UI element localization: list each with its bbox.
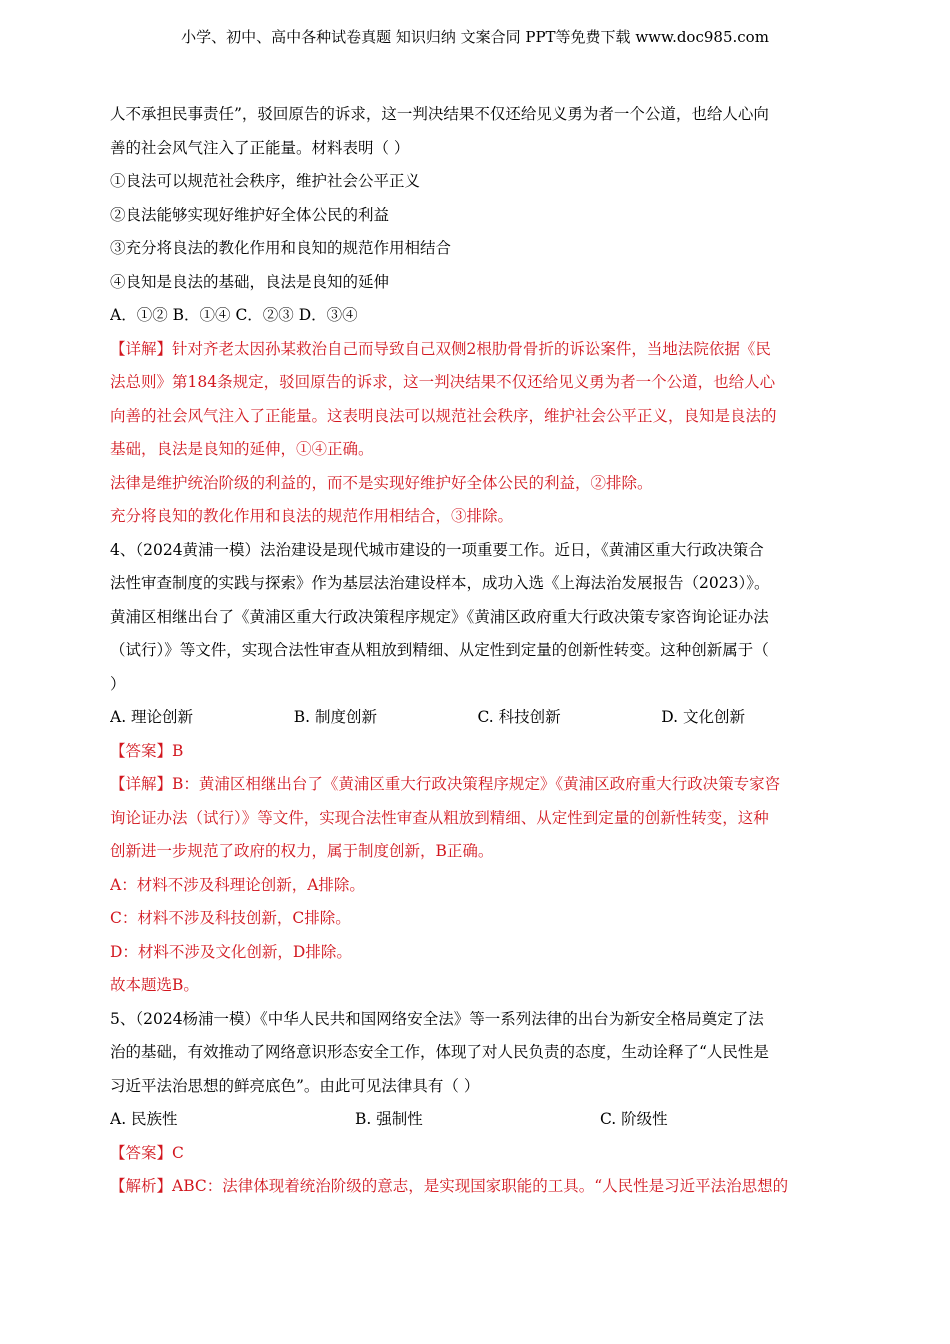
q3-options: A．①② B．①④ C．②③ D．③④	[110, 306, 358, 324]
q4-option-a: A. 理论创新	[110, 708, 194, 726]
q3-item: ②良法能够实现好维护好全体公民的利益	[110, 205, 390, 224]
q5-stem-line: 5、（2024杨浦一模）《中华人民共和国网络安全法》等一系列法律的出台为新安全格局奠定了法	[110, 1009, 764, 1028]
q4-analysis-line: 创新进一步规范了政府的权力，属于制度创新，B正确。	[110, 842, 494, 860]
q5-analysis-line: 【解析】ABC：法律体现着统治阶级的意志，是实现国家职能的工具。“人民性是习近平法治思想的	[110, 1177, 789, 1195]
q3-item: ④良知是良法的基础，良法是良知的延伸	[110, 272, 390, 291]
q5-options	[110, 1103, 845, 1137]
q4-stem-line: 4、（2024黄浦一模）法治建设是现代城市建设的一项重要工作。近日，《黄浦区重大行政决策合	[110, 540, 764, 559]
q3-analysis-line: 向善的社会风气注入了正能量。这表明良法可以规范社会秩序，维护社会公平正义，良知是良法的	[110, 406, 777, 425]
q3-analysis-line: 充分将良知的教化作用和良法的规范作用相结合，③排除。	[110, 507, 514, 525]
document-body	[110, 98, 845, 1204]
q4-option-c: C. 科技创新	[477, 708, 561, 726]
q3-analysis-line: 法律是维护统治阶级的利益的，而不是实现好维护好全体公民的利益，②排除。	[110, 473, 653, 492]
q4-analysis-line: 【详解】B：黄浦区相继出台了《黄浦区重大行政决策程序规定》《黄浦区政府重大行政决策专家咨	[110, 775, 781, 793]
q5-stem-line: 习近平法治思想的鲜亮底色”。由此可见法律具有（ ）	[110, 1076, 480, 1095]
page-header: 小学、初中、高中各种试卷真题 知识归纳 文案合同 PPT等免费下载 www.doc985.com	[181, 28, 769, 46]
q4-stem-line: （试行）》等文件，实现合法性审查从粗放到精细、从定性到定量的创新性转变。这种创新属于（	[110, 641, 769, 659]
q5-answer: 【答案】C	[110, 1143, 184, 1162]
q4-stem-line: ）	[110, 674, 126, 693]
q3-item: ①良法可以规范社会秩序，维护社会公平正义	[110, 172, 421, 190]
q4-option-d: D. 文化创新	[661, 708, 745, 726]
q4-answer: 【答案】B	[110, 741, 184, 760]
q3-stem-line: 人不承担民事责任”，驳回原告的诉求，这一判决结果不仅还给见义勇为者一个公道，也给人心向	[110, 105, 769, 123]
q4-analysis-tag: 【详解】	[110, 775, 173, 793]
q4-analysis-line: 询论证办法（试行）》等文件，实现合法性审查从粗放到精细、从定性到定量的创新性转变，这种	[110, 808, 769, 827]
q4-analysis-line: 故本题选B。	[110, 976, 199, 994]
q4-analysis-line: D：材料不涉及文化创新，D排除。	[110, 942, 352, 961]
q4-options	[110, 701, 845, 735]
q5-option-a: A. 民族性	[110, 1110, 178, 1128]
q5-stem-line: 治的基础，有效推动了网络意识形态安全工作，体现了对人民负责的态度，生动诠释了“人民性是	[110, 1043, 769, 1061]
q3-item: ③充分将良法的教化作用和良知的规范作用相结合	[110, 239, 452, 257]
q3-analysis-line: 法总则》第184条规定，驳回原告的诉求，这一判决结果不仅还给见义勇为者一个公道，也给人心	[110, 373, 776, 391]
q4-stem-line: 黄浦区相继出台了《黄浦区重大行政决策程序规定》《黄浦区政府重大行政决策专家咨询论证办法	[110, 607, 769, 626]
q3-analysis-line: 基础，良法是良知的延伸，①④正确。	[110, 440, 374, 458]
q4-analysis-line: C：材料不涉及科技创新，C排除。	[110, 909, 351, 927]
q5-analysis-tag: 【解析】	[110, 1177, 173, 1195]
q4-analysis-line: A：材料不涉及科理论创新，A排除。	[110, 875, 365, 894]
q5-option-b: B. 强制性	[355, 1110, 423, 1128]
q4-stem-line: 法性审查制度的实践与探索》作为基层法治建设样本，成功入选《上海法治发展报告（2023）》。	[110, 574, 770, 592]
q4-option-b: B. 制度创新	[293, 708, 377, 726]
q3-stem-line: 善的社会风气注入了正能量。材料表明（ ）	[110, 138, 410, 157]
q5-option-c: C. 阶级性	[600, 1110, 668, 1128]
q3-analysis-tag: 【详解】	[110, 339, 173, 358]
q3-analysis-line: 【详解】针对齐老太因孙某救治自己而导致自己双侧2根肋骨骨折的诉讼案件，当地法院依据《民	[110, 339, 771, 358]
